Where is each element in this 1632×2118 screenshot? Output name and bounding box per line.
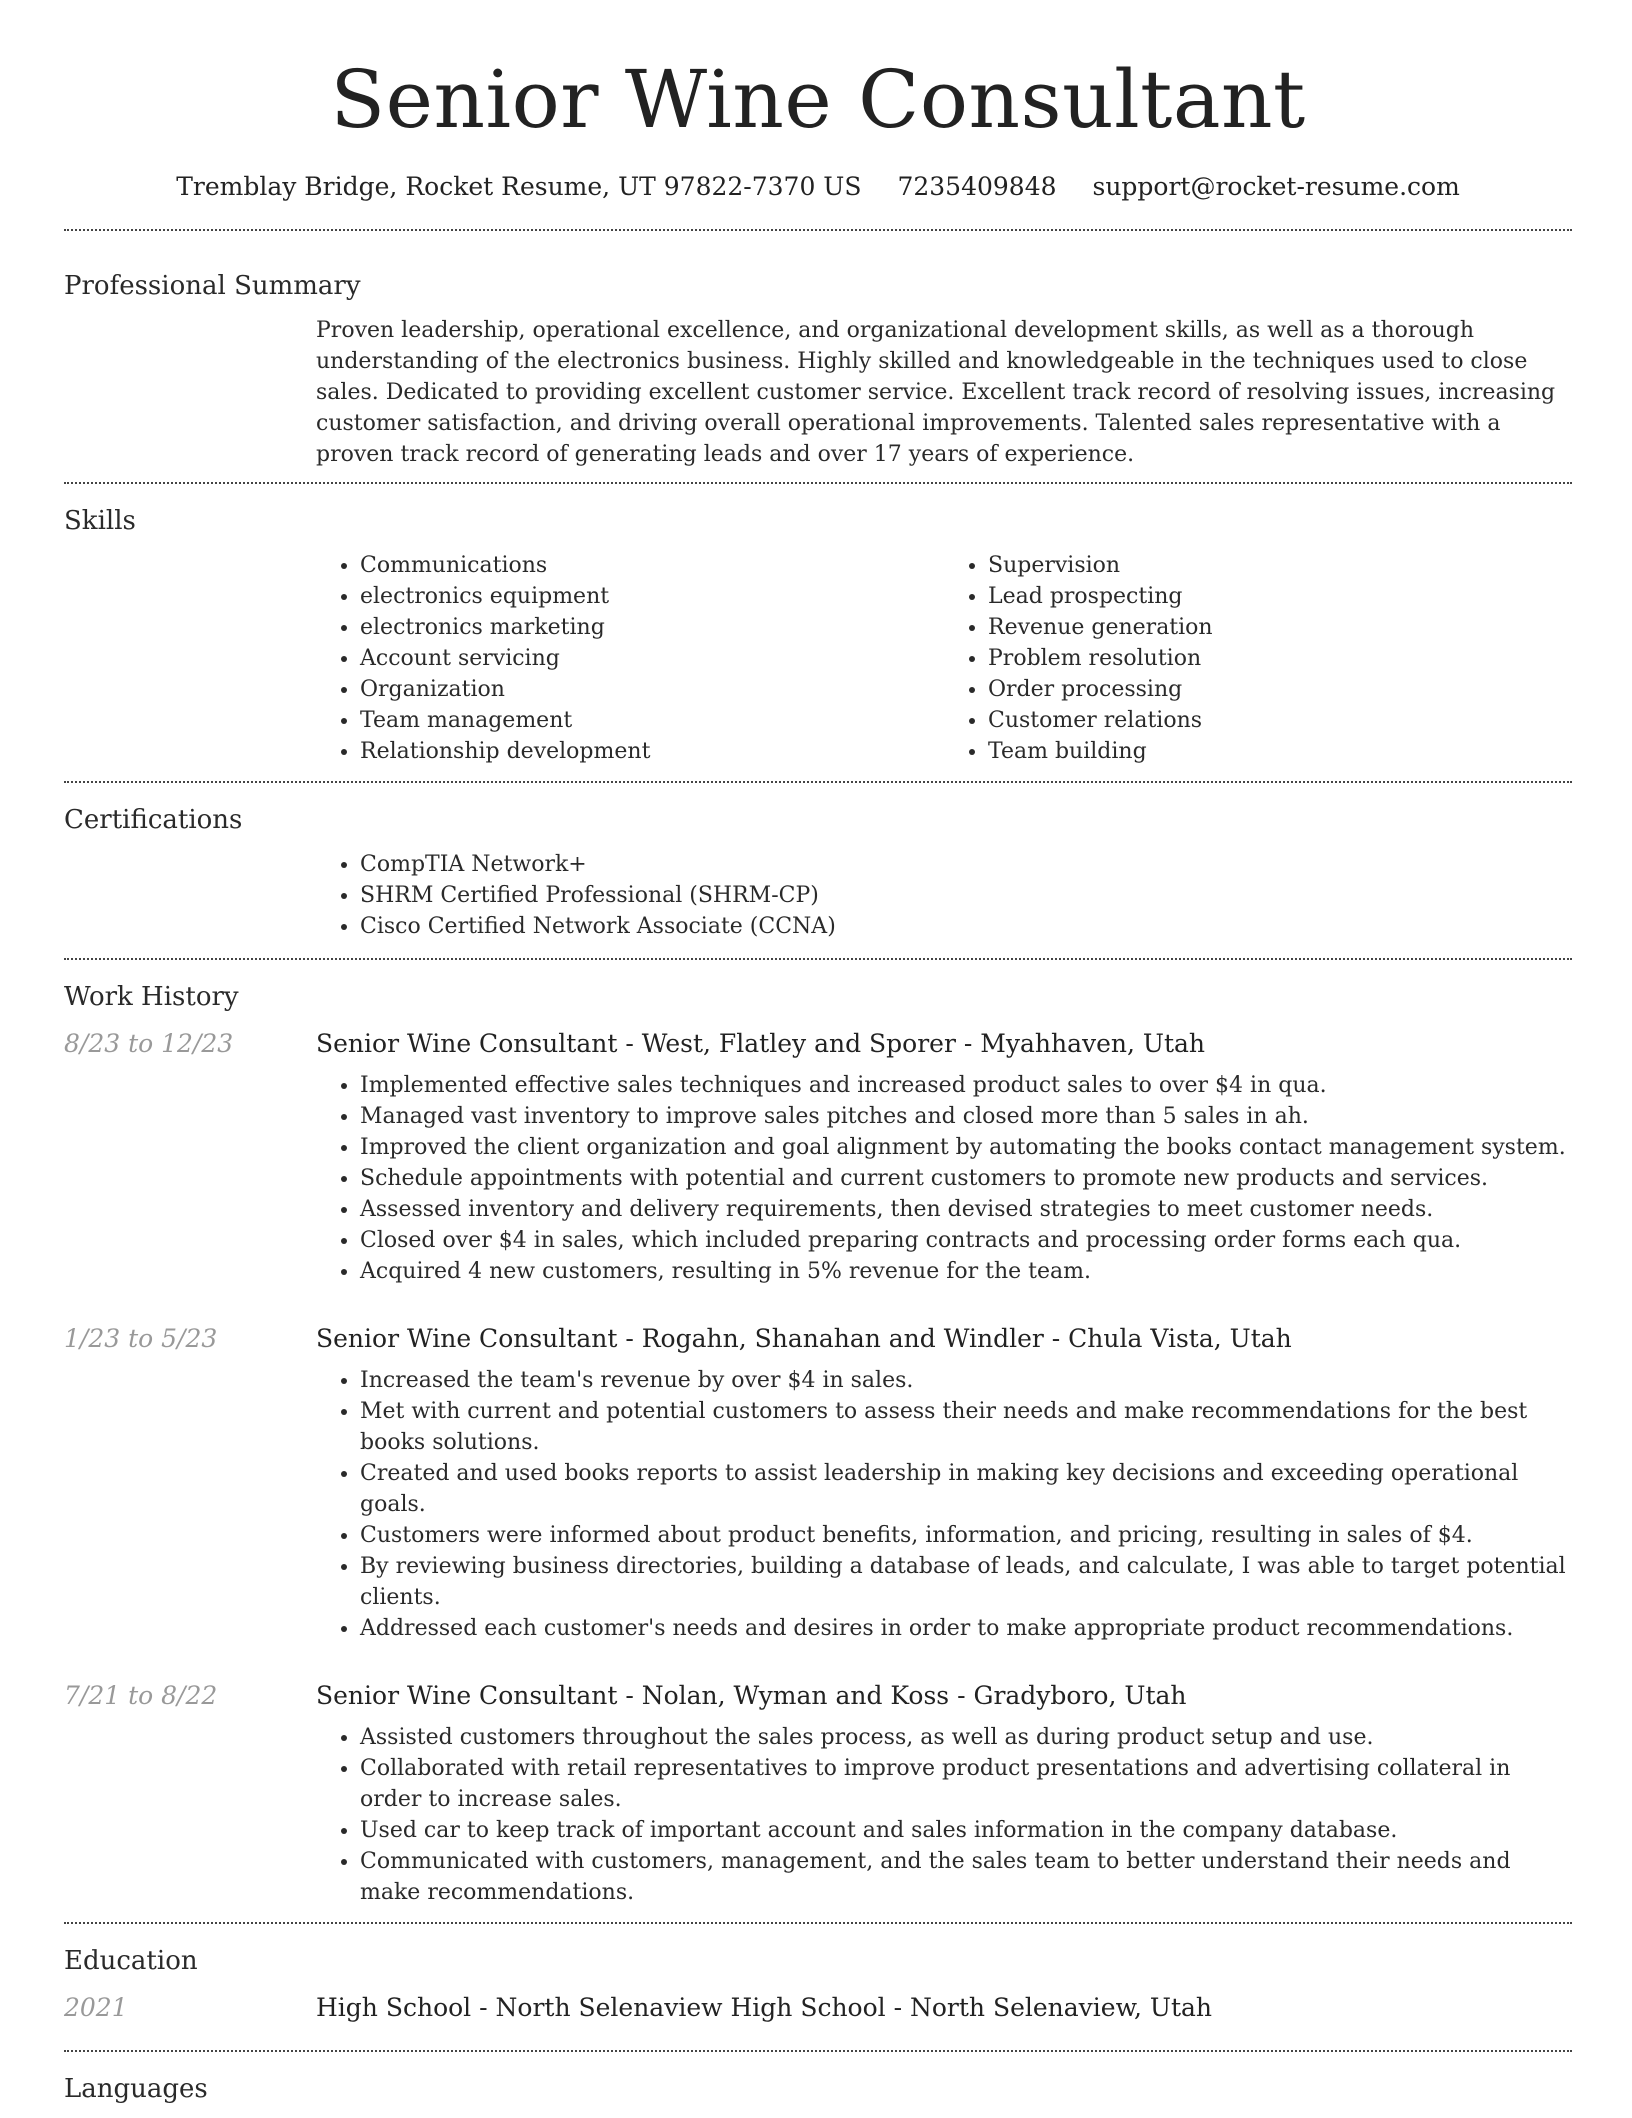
skills-list-right bbox=[944, 550, 1572, 767]
languages-section bbox=[64, 2052, 1572, 2108]
education-degree: High School - North Selenaview High School - North Selenaview, Utah bbox=[316, 1993, 1213, 2022]
skill-item: • Order processing bbox=[988, 674, 1572, 705]
skill-item: • Lead prospecting bbox=[988, 581, 1572, 612]
job-bullet: • By reviewing business directories, building a database of leads, and calculate, I was able to target potential clients. bbox=[360, 1551, 1572, 1613]
summary-section bbox=[64, 231, 1572, 482]
job-bullet: • Customers were informed about product benefits, information, and pricing, resulting in sales of $4. bbox=[360, 1520, 1572, 1551]
skill-item: • Team building bbox=[988, 736, 1572, 767]
education-section bbox=[64, 1924, 1572, 2034]
languages-heading: Languages bbox=[64, 2074, 208, 2104]
education-heading: Education bbox=[64, 1946, 198, 1976]
job-title: Senior Wine Consultant - Nolan, Wyman and Koss - Gradyboro, Utah bbox=[316, 1681, 1187, 1710]
education-year: 2021 bbox=[64, 1993, 128, 2022]
job-entry bbox=[64, 1026, 1572, 1287]
skill-item: • Revenue generation bbox=[988, 612, 1572, 643]
contact-email: support@rocket-resume.com bbox=[1092, 172, 1460, 201]
work-history-section bbox=[64, 960, 1572, 1908]
job-bullets bbox=[316, 1365, 1572, 1644]
job-bullet: • Closed over $4 in sales, which included preparing contracts and processing order forms each qua. bbox=[360, 1225, 1572, 1256]
contact-line bbox=[64, 172, 1572, 201]
job-bullet: • Addressed each customer's needs and desires in order to make appropriate product recommendations. bbox=[360, 1613, 1572, 1644]
job-bullet: • Communicated with customers, management, and the sales team to better understand their needs and make recommendations. bbox=[360, 1846, 1572, 1908]
job-bullet: • Schedule appointments with potential and current customers to promote new products and services. bbox=[360, 1163, 1572, 1194]
job-bullets bbox=[316, 1070, 1572, 1287]
job-entry bbox=[64, 1321, 1572, 1644]
education-entry bbox=[64, 1990, 1572, 2034]
contact-address: Tremblay Bridge, Rocket Resume, UT 97822-7370 US bbox=[176, 172, 862, 201]
job-bullet: • Met with current and potential customers to assess their needs and make recommendations for the best books solutions. bbox=[360, 1396, 1572, 1458]
certifications-section bbox=[64, 783, 1572, 958]
certifications-heading: Certifications bbox=[64, 805, 243, 835]
job-bullet: • Improved the client organization and goal alignment by automating the books contact management system. bbox=[360, 1132, 1572, 1163]
skill-item: • Organization bbox=[360, 674, 944, 705]
job-bullet: • Implemented effective sales techniques and increased product sales to over $4 in qua. bbox=[360, 1070, 1572, 1101]
job-title: Senior Wine Consultant - Rogahn, Shanahan and Windler - Chula Vista, Utah bbox=[316, 1324, 1292, 1353]
job-bullet: • Increased the team's revenue by over $4 in sales. bbox=[360, 1365, 1572, 1396]
job-bullet: • Used car to keep track of important account and sales information in the company database. bbox=[360, 1815, 1572, 1846]
skill-item: • Communications bbox=[360, 550, 944, 581]
job-dates: 1/23 to 5/23 bbox=[64, 1324, 218, 1353]
job-bullet: • Managed vast inventory to improve sales pitches and closed more than 5 sales in ah. bbox=[360, 1101, 1572, 1132]
summary-text: Proven leadership, operational excellence, and organizational development skills, as well as a thorough understanding of the electronics business. Highly skilled and knowledgeable in the techniques used to close sales. Dedicated to providing excellent customer service. Excellent track record of resolving issues, increasing customer satisfaction, and driving overall operational improvements. Talented sales representative with a proven track record of generating leads and over 17 years of experience. bbox=[316, 318, 1556, 467]
certifications-list bbox=[316, 849, 1572, 942]
job-bullet: • Assisted customers throughout the sales process, as well as during product setup and use. bbox=[360, 1722, 1572, 1753]
skill-item: • Supervision bbox=[988, 550, 1572, 581]
skill-item: • electronics marketing bbox=[360, 612, 944, 643]
job-bullet: • Collaborated with retail representatives to improve product presentations and advertising collateral in order to increase sales. bbox=[360, 1753, 1572, 1815]
contact-phone: 7235409848 bbox=[897, 172, 1057, 201]
job-bullet: • Created and used books reports to assist leadership in making key decisions and exceeding operational goals. bbox=[360, 1458, 1572, 1520]
skill-item: • electronics equipment bbox=[360, 581, 944, 612]
summary-heading: Professional Summary bbox=[64, 271, 361, 301]
job-title: Senior Wine Consultant - West, Flatley and Sporer - Myahhaven, Utah bbox=[316, 1029, 1206, 1058]
skills-list-left bbox=[316, 550, 944, 767]
certification-item: • SHRM Certified Professional (SHRM-CP) bbox=[360, 880, 1572, 911]
skills-section bbox=[64, 484, 1572, 781]
job-dates: 8/23 to 12/23 bbox=[64, 1029, 234, 1058]
skill-item: • Team management bbox=[360, 705, 944, 736]
certification-item: • CompTIA Network+ bbox=[360, 849, 1572, 880]
skill-item: • Account servicing bbox=[360, 643, 944, 674]
skill-item: • Problem resolution bbox=[988, 643, 1572, 674]
job-entry bbox=[64, 1678, 1572, 1908]
skill-item: • Customer relations bbox=[988, 705, 1572, 736]
resume-page bbox=[64, 0, 1572, 2118]
certification-item: • Cisco Certified Network Associate (CCNA) bbox=[360, 911, 1572, 942]
skill-item: • Relationship development bbox=[360, 736, 944, 767]
resume-name: Senior Wine Consultant bbox=[330, 53, 1306, 146]
job-bullets bbox=[316, 1722, 1572, 1908]
job-bullet: • Assessed inventory and delivery requirements, then devised strategies to meet customer needs. bbox=[360, 1194, 1572, 1225]
skills-heading: Skills bbox=[64, 506, 136, 536]
work-history-heading: Work History bbox=[64, 982, 239, 1012]
job-bullet: • Acquired 4 new customers, resulting in 5% revenue for the team. bbox=[360, 1256, 1572, 1287]
job-dates: 7/21 to 8/22 bbox=[64, 1681, 218, 1710]
